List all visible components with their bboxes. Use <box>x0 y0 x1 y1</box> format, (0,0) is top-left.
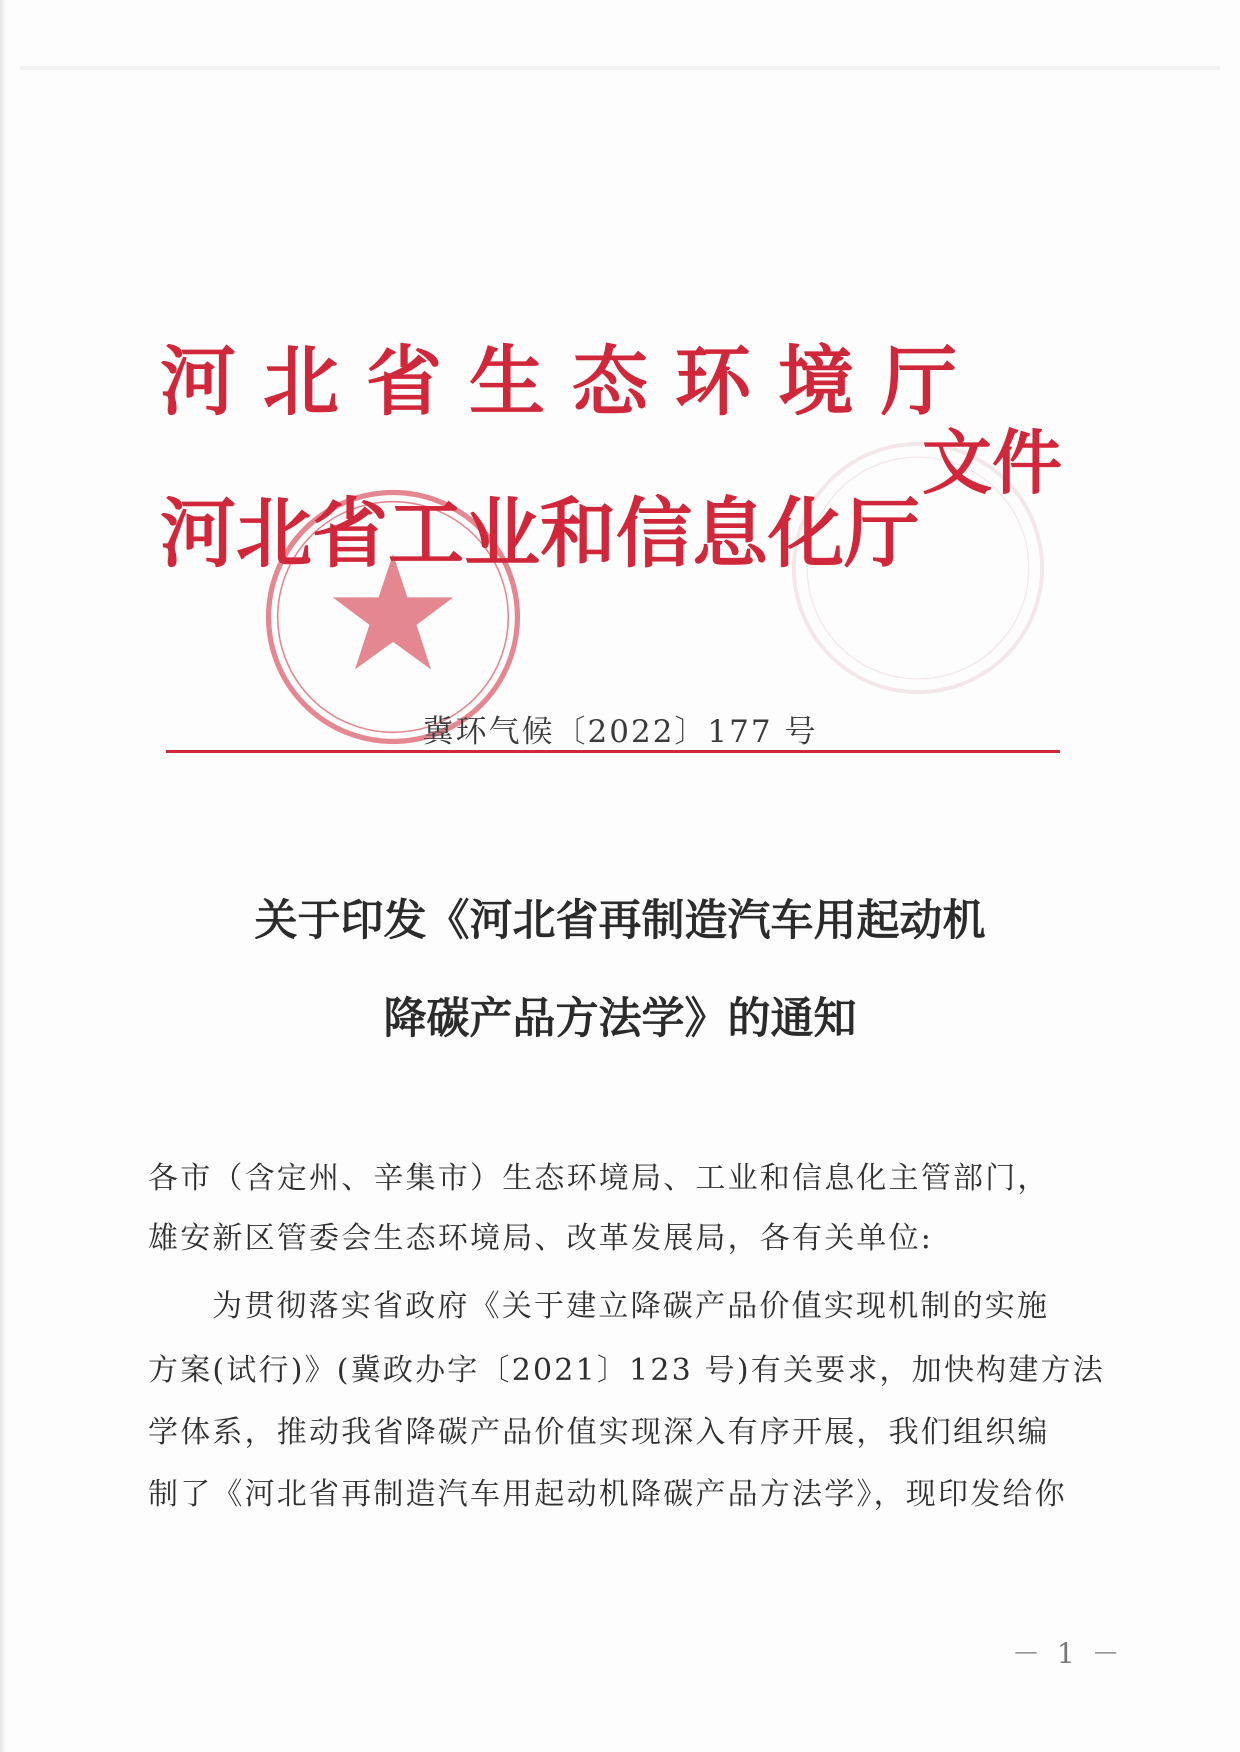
notice-title-line-1: 关于印发《河北省再制造汽车用起动机 <box>254 896 986 946</box>
body-line-paragraph-2: 方案(试行)》(冀政办字〔2021〕123 号)有关要求，加快构建方法 <box>148 1353 1105 1388</box>
document-number: 冀环气候〔2022〕177 号 <box>422 714 818 750</box>
issuer-environment-department: 河北省生态环境厅 <box>160 337 984 426</box>
notice-title-line-2: 降碳产品方法学》的通知 <box>383 994 857 1044</box>
body-line-paragraph-4: 制了《河北省再制造汽车用起动机降碳产品方法学》，现印发给你 <box>148 1477 1067 1512</box>
scan-artifact-line <box>20 66 1220 70</box>
body-line-paragraph-1: 为贯彻落实省政府《关于建立降碳产品价值实现机制的实施 <box>212 1289 1050 1324</box>
page-number: － 1 － <box>1012 1637 1124 1670</box>
red-divider-line <box>166 750 1060 753</box>
document-word: 文件 <box>922 422 1062 504</box>
body-line-addressee-1: 各市（含定州、辛集市）生态环境局、工业和信息化主管部门， <box>148 1161 1050 1196</box>
body-line-addressee-2: 雄安新区管委会生态环境局、改革发展局，各有关单位: <box>148 1221 934 1256</box>
scan-edge <box>0 0 6 1752</box>
body-line-paragraph-3: 学体系，推动我省降碳产品价值实现深入有序开展，我们组织编 <box>148 1415 1050 1450</box>
issuer-industry-department: 河北省工业和信息化厅 <box>160 489 920 578</box>
